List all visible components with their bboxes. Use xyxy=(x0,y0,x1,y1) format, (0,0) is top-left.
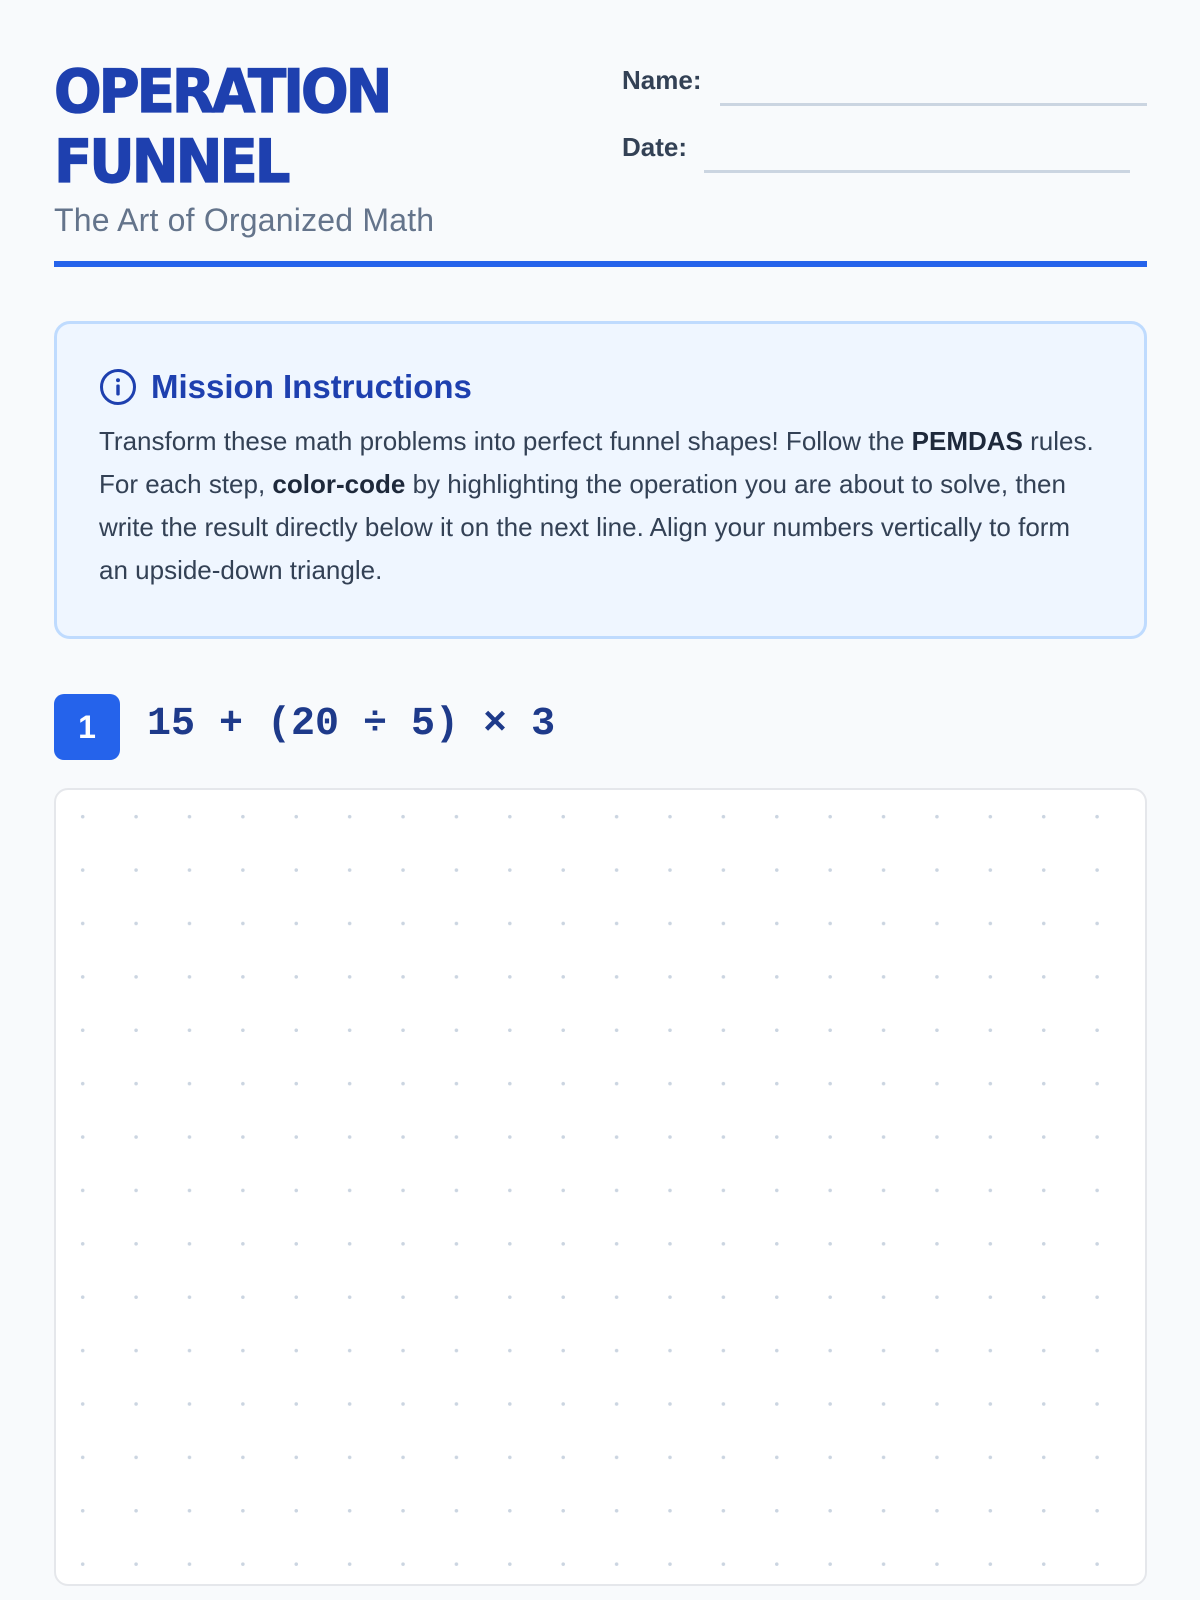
title-line-1: OPERATION xyxy=(54,58,390,127)
instructions-text xyxy=(99,420,1102,592)
instructions-header xyxy=(99,362,1102,412)
name-field-line[interactable] xyxy=(720,103,1147,106)
name-label: Name: xyxy=(622,65,702,95)
problem-expression: 15 + (20 ÷ 5) × 3 xyxy=(147,702,556,747)
worksheet-subtitle: The Art of Organized Math xyxy=(54,202,435,238)
instructions-title: Mission Instructions xyxy=(151,368,472,405)
dot-grid-workspace[interactable] xyxy=(54,788,1147,1586)
instructions-emphasis-pemdas: PEMDAS xyxy=(911,426,1023,456)
header-divider xyxy=(54,261,1147,267)
problem-number-badge: 1 xyxy=(54,694,120,760)
instructions-text-3: by highlighting the operation you are about to solve, then write the result directly below it on the next line. Align your numbers vertically to form an upside-down triangle. xyxy=(99,469,1071,585)
date-field-line[interactable] xyxy=(704,170,1130,173)
date-label: Date: xyxy=(622,132,688,162)
worksheet-title xyxy=(54,58,574,198)
instructions-text-2: rules. For each step, xyxy=(99,426,1094,499)
instructions-card xyxy=(54,321,1147,639)
title-line-2: FUNNEL xyxy=(54,127,288,197)
title-block xyxy=(54,58,574,240)
info-icon xyxy=(99,368,137,406)
instructions-text-1: Transform these math problems into perfect funnel shapes! Follow the xyxy=(99,426,912,456)
instructions-emphasis-color-code: color-code xyxy=(272,469,406,499)
